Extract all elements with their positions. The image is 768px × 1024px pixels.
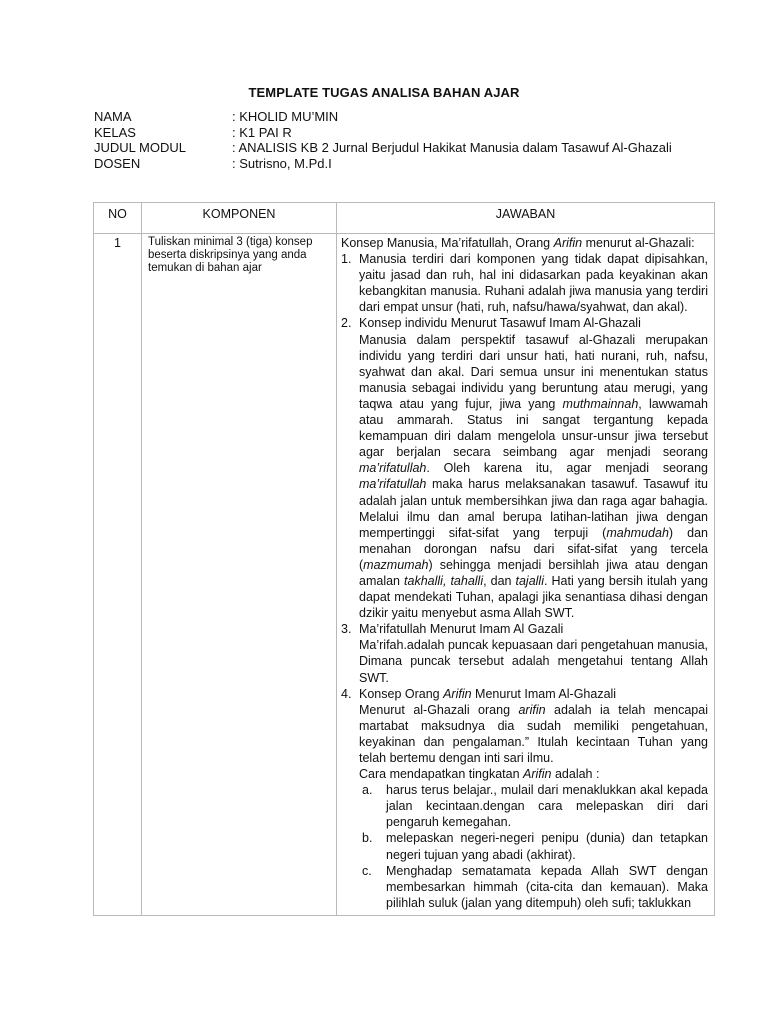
header-jawaban: JAWABAN [337,203,715,234]
info-label: NAMA [94,109,132,124]
list-heading: Ma’rifatullah Menurut Imam Al Gazali [359,622,564,637]
list-number: 2. [341,316,352,331]
intro-text-end: menurut al-Ghazali: [582,236,695,250]
info-value: : K1 PAI R [232,124,292,140]
sub-list-item [359,863,708,911]
paragraph: Manusia dalam perspektif tasawuf al-Ghazali merupakan individu yang terdiri dari unsur hati, hati nurani, ruh, nafsu, syahwat dan akal. Dari semua unsur ini menentukan status manusia sebagai individu yang beruntung atau merugi, yang taqwa atau yang fujur, jiwa yang muthmainnah, lawwamah atau ammarah. Status ini sangat tergantung kepada kemampuan diri dalam mengelola unsur-unsur jiwa tersebut agar berjalan secara seimbang agar menjadi seorang ma’rifatullah. Oleh karena itu, agar menjadi seorang ma’rifatullah maka harus melaksanakan tasawuf. Tasawuf itu adalah jalan untuk membersihkan jiwa dan raga agar bahagia. Melalui ilmu dan amal berupa latihan-latihan jiwa dengan mempertinggi sifat-sifat yang terpuji (mahmudah) dan menahan dorongan nafsu dari sifat-sifat yang tercela (mazmumah) sehingga menjadi bersihlah jiwa atau dengan amalan takhalli, tahalli, dan tajalli. Hati yang bersih itulah yang dapat mendekati Tuhan, apalagi jika senantiasa dihasi dengan dzikir yaitu menyebut asma Allah SWT. [359,332,708,621]
sub-list-letter: c. [362,863,372,878]
list-item [341,621,708,637]
info-label: KELAS [94,124,136,140]
intro-text: Konsep Manusia, Ma’rifatullah, Orang [341,236,554,250]
sub-list-text: Menghadap sematamata kepada Allah SWT dengan membesarkan himmah (cita-cita dan kemauan). Maka pilihlah suluk (jalan yang ditempuh) oleh sufi; taklukkan [386,863,708,910]
sub-list-letter: b. [362,831,373,846]
jawaban-cell [337,234,715,916]
list-item [341,251,708,315]
list-heading: Konsep individu Menurut Tasawuf Imam Al-Ghazali [359,316,641,331]
table-header-row [94,203,715,234]
row-number: 1 [94,234,142,916]
sub-list-item [359,830,708,862]
info-row-nama [94,109,672,125]
paragraph: Ma’rifah.adalah puncak kepuasaan dari pengetahuan manusia, Dimana puncak tersebut adalah mengetahui tentang Allah SWT. [359,638,708,685]
info-label: DOSEN [94,155,141,171]
list-heading: Konsep Orang Arifin Menurut Imam Al-Ghazali [359,686,617,701]
list-number: 4. [341,686,352,701]
paragraph: Cara mendapatkan tingkatan Arifin adalah : [359,767,600,782]
header-komponen: KOMPONEN [142,203,337,234]
document-title: TEMPLATE TUGAS ANALISA BAHAN AJAR [248,85,520,100]
info-row-kelas [94,125,672,141]
info-row-judul-modul [94,140,672,156]
info-row-dosen [94,156,672,172]
list-item [341,315,708,331]
student-info [94,109,672,171]
sub-list-text: melepaskan negeri-negeri penipu (dunia) dan tetapkan negeri tujuan yang abadi (akhirat). [386,831,708,862]
intro-emphasis: Arifin [553,236,583,250]
list-number: 1. [341,252,352,267]
list-number: 3. [341,622,352,637]
answer-intro [341,235,708,251]
komponen-cell: Tuliskan minimal 3 (tiga) konsep beserta diskripsinya yang anda temukan di bahan ajar [142,234,337,916]
paragraph: Menurut al-Ghazali orang arifin adalah ia telah mencapai martabat maksudnya dia sudah memiliki pengetahuan, keyakinan dan pengalaman.” Itulah kecintaan Tuhan yang telah bertemu dengan inti sari ilmu. [359,702,708,765]
info-value: : ANALISIS KB 2 Jurnal Berjudul Hakikat Manusia dalam Tasawuf Al-Ghazali [232,140,672,155]
sub-list-item [359,782,708,830]
info-value: : KHOLID MU’MIN [232,109,339,124]
header-no: NO [94,203,142,234]
sub-list-text: harus terus belajar., mulail dari menaklukkan akal kepada jalan kecintaan.dengan cara melepaskan diri dari pengaruh kemegahan. [386,783,708,830]
info-label: JUDUL MODUL [94,140,186,155]
analysis-table [93,202,715,916]
list-item [341,686,708,702]
list-text: Manusia terdiri dari komponen yang tidak dapat dipisahkan, yaitu jasad dan ruh, hal ini didasarkan pada keyakinan akan kebangkitan manusia. Ruhani adalah jiwa manusia yang terdiri dari empat unsur (hati, ruh, nafsu/hawa/syahwat, dan akal). [359,252,708,315]
sub-list-letter: a. [362,783,373,798]
info-value: : Sutrisno, M.Pd.I [232,155,332,171]
table-row [94,234,715,916]
